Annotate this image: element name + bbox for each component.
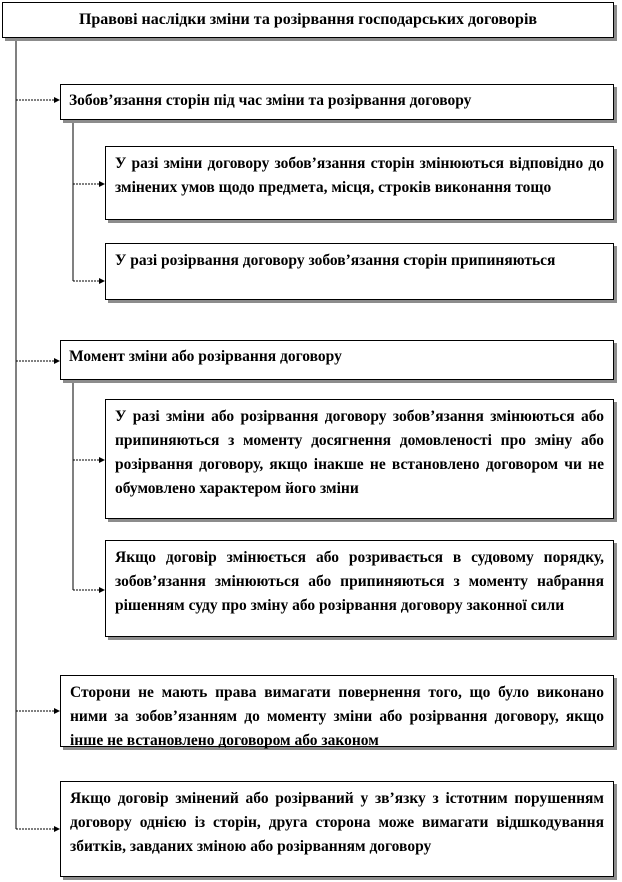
section-4-box: [60, 781, 614, 877]
section-1-label: Зобов’язання сторін під час зміни та розірвання договору: [69, 92, 472, 109]
section-1-child-2-text: У разі розірвання договору зобов’язання сторін припиняються: [115, 252, 556, 269]
section-2-child-1-box: [105, 399, 614, 519]
section-4-label: Якщо договір змінений або розірваний у зв’язку з істотним порушенням договору однією із сторін, друга сторона може вимагати відшкодування збитків, завданих зміною або розірванням договору: [70, 790, 604, 855]
section-1-child-2-box: [105, 243, 614, 300]
section-2-label: Момент зміни або розірвання договору: [69, 348, 342, 365]
section-3-box: [60, 675, 614, 747]
section-1-child-1-box: [105, 146, 614, 220]
section-2-child-2-text: Якщо договір змінюється або розривається в судовому порядку, зобов’язання змінюються або припиняються з моменту набрання рішенням суду про зміну або розірвання договору законної сили: [115, 549, 604, 614]
diagram-title: Правові наслідки зміни та розірвання господарських договорів: [78, 11, 538, 28]
section-1-child-1-text: У разі зміни договору зобов’язання сторін змінюються відповідно до змінених умов щодо предмета, місця, строків виконання тощо: [115, 155, 604, 196]
section-2-child-1-text: У разі зміни або розірвання договору зобов’язання змінюються або припиняються з моменту досягнення домовленості про зміну або розірвання договору, якщо інакше не встановлено договором чи не обумовлено характером його зміни: [115, 408, 604, 497]
section-3-label: Сторони не мають права вимагати повернення того, що було виконано ними за зобов’язанням до моменту зміни або розірвання договору, якщо інше не встановлено договором або законом: [70, 684, 604, 749]
section-2-box: [60, 340, 614, 380]
diagram-title-box: [2, 2, 614, 38]
section-1-box: [60, 84, 614, 120]
section-2-child-2-box: [105, 540, 614, 637]
